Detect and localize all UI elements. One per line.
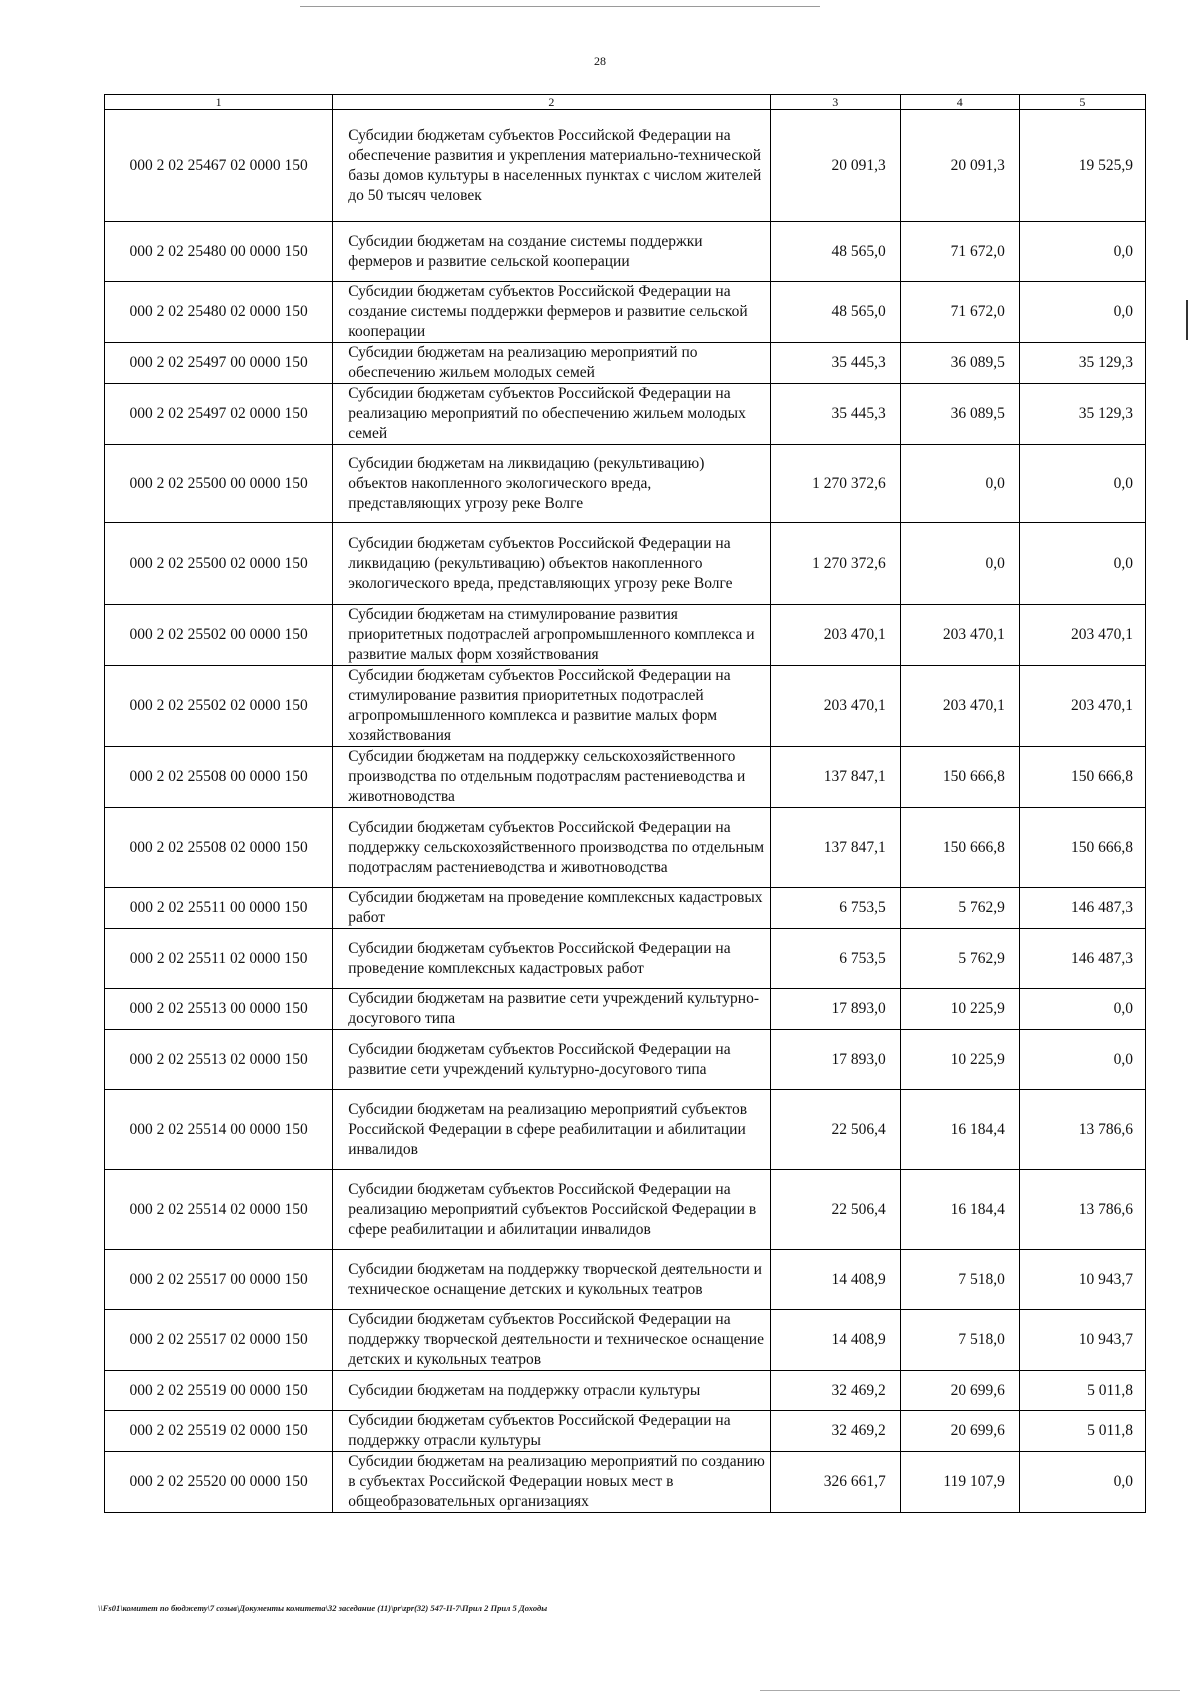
table-row bbox=[105, 1170, 1146, 1250]
table-row bbox=[105, 1090, 1146, 1170]
code-cell: 000 2 02 25511 02 0000 150 bbox=[105, 929, 333, 989]
value-col3-cell: 35 445,3 bbox=[770, 343, 900, 384]
description-cell: Субсидии бюджетам субъектов Российской Федерации на реализацию мероприятий по обеспечению жильем молодых семей bbox=[333, 384, 770, 445]
value-col3-cell: 35 445,3 bbox=[770, 384, 900, 445]
value-col5-cell: 0,0 bbox=[1019, 222, 1145, 282]
value-col4-cell: 150 666,8 bbox=[900, 808, 1019, 888]
value-col4-cell: 7 518,0 bbox=[900, 1310, 1019, 1371]
value-col4-cell: 36 089,5 bbox=[900, 384, 1019, 445]
value-col5-cell: 19 525,9 bbox=[1019, 110, 1145, 222]
revenue-table bbox=[104, 94, 1146, 1513]
table-row bbox=[105, 445, 1146, 523]
value-col5-cell: 5 011,8 bbox=[1019, 1371, 1145, 1411]
value-col4-cell: 16 184,4 bbox=[900, 1170, 1019, 1250]
table-row bbox=[105, 1030, 1146, 1090]
table-row bbox=[105, 1250, 1146, 1310]
description-cell: Субсидии бюджетам субъектов Российской Федерации на ликвидацию (рекультивацию) объектов накопленного экологического вреда, представляющих угрозу реке Волге bbox=[333, 523, 770, 605]
value-col3-cell: 22 506,4 bbox=[770, 1090, 900, 1170]
code-cell: 000 2 02 25508 00 0000 150 bbox=[105, 747, 333, 808]
value-col4-cell: 71 672,0 bbox=[900, 282, 1019, 343]
value-col3-cell: 17 893,0 bbox=[770, 989, 900, 1030]
value-col3-cell: 6 753,5 bbox=[770, 929, 900, 989]
description-cell: Субсидии бюджетам на поддержку сельскохозяйственного производства по отдельным подотраслям растениеводства и животноводства bbox=[333, 747, 770, 808]
table-row bbox=[105, 282, 1146, 343]
value-col4-cell: 20 091,3 bbox=[900, 110, 1019, 222]
page-number: 28 bbox=[594, 54, 606, 68]
description-cell: Субсидии бюджетам на развитие сети учреждений культурно-досугового типа bbox=[333, 989, 770, 1030]
table-row bbox=[105, 110, 1146, 222]
value-col3-cell: 48 565,0 bbox=[770, 222, 900, 282]
table-row bbox=[105, 384, 1146, 445]
value-col5-cell: 5 011,8 bbox=[1019, 1411, 1145, 1452]
table-row bbox=[105, 1452, 1146, 1513]
description-cell: Субсидии бюджетам субъектов Российской Федерации на стимулирование развития приоритетных подотраслей агропромышленного комплекса и развитие малых форм хозяйствования bbox=[333, 666, 770, 747]
value-col3-cell: 1 270 372,6 bbox=[770, 523, 900, 605]
column-header: 3 bbox=[770, 95, 900, 110]
value-col5-cell: 150 666,8 bbox=[1019, 747, 1145, 808]
value-col5-cell: 10 943,7 bbox=[1019, 1310, 1145, 1371]
description-cell: Субсидии бюджетам субъектов Российской Федерации на обеспечение развития и укрепления материально-технической базы домов культуры в населенных пунктах с числом жителей до 50 тысяч человек bbox=[333, 110, 770, 222]
value-col4-cell: 0,0 bbox=[900, 523, 1019, 605]
description-cell: Субсидии бюджетам субъектов Российской Федерации на поддержку отрасли культуры bbox=[333, 1411, 770, 1452]
value-col4-cell: 20 699,6 bbox=[900, 1371, 1019, 1411]
value-col4-cell: 16 184,4 bbox=[900, 1090, 1019, 1170]
value-col5-cell: 0,0 bbox=[1019, 523, 1145, 605]
value-col5-cell: 0,0 bbox=[1019, 445, 1145, 523]
code-cell: 000 2 02 25517 02 0000 150 bbox=[105, 1310, 333, 1371]
value-col4-cell: 10 225,9 bbox=[900, 1030, 1019, 1090]
table-row bbox=[105, 747, 1146, 808]
value-col3-cell: 32 469,2 bbox=[770, 1371, 900, 1411]
code-cell: 000 2 02 25467 02 0000 150 bbox=[105, 110, 333, 222]
table-row bbox=[105, 929, 1146, 989]
value-col3-cell: 203 470,1 bbox=[770, 605, 900, 666]
value-col3-cell: 22 506,4 bbox=[770, 1170, 900, 1250]
code-cell: 000 2 02 25497 02 0000 150 bbox=[105, 384, 333, 445]
code-cell: 000 2 02 25497 00 0000 150 bbox=[105, 343, 333, 384]
code-cell: 000 2 02 25500 00 0000 150 bbox=[105, 445, 333, 523]
table-body bbox=[105, 110, 1146, 1513]
value-col4-cell: 7 518,0 bbox=[900, 1250, 1019, 1310]
value-col5-cell: 35 129,3 bbox=[1019, 343, 1145, 384]
code-cell: 000 2 02 25500 02 0000 150 bbox=[105, 523, 333, 605]
column-header: 4 bbox=[900, 95, 1019, 110]
table-row bbox=[105, 989, 1146, 1030]
description-cell: Субсидии бюджетам субъектов Российской Федерации на поддержку творческой деятельности и техническое оснащение детских и кукольных театров bbox=[333, 1310, 770, 1371]
code-cell: 000 2 02 25508 02 0000 150 bbox=[105, 808, 333, 888]
table-row bbox=[105, 222, 1146, 282]
code-cell: 000 2 02 25513 02 0000 150 bbox=[105, 1030, 333, 1090]
table-row bbox=[105, 1411, 1146, 1452]
value-col3-cell: 20 091,3 bbox=[770, 110, 900, 222]
value-col3-cell: 32 469,2 bbox=[770, 1411, 900, 1452]
value-col5-cell: 0,0 bbox=[1019, 282, 1145, 343]
table-row bbox=[105, 808, 1146, 888]
value-col5-cell: 13 786,6 bbox=[1019, 1170, 1145, 1250]
table-row bbox=[105, 666, 1146, 747]
value-col5-cell: 146 487,3 bbox=[1019, 929, 1145, 989]
scan-artifact-bottom bbox=[760, 1690, 1180, 1691]
code-cell: 000 2 02 25514 02 0000 150 bbox=[105, 1170, 333, 1250]
code-cell: 000 2 02 25511 00 0000 150 bbox=[105, 888, 333, 929]
value-col5-cell: 146 487,3 bbox=[1019, 888, 1145, 929]
code-cell: 000 2 02 25517 00 0000 150 bbox=[105, 1250, 333, 1310]
description-cell: Субсидии бюджетам на ликвидацию (рекультивацию) объектов накопленного экологического вреда, представляющих угрозу реке Волге bbox=[333, 445, 770, 523]
value-col5-cell: 0,0 bbox=[1019, 1452, 1145, 1513]
value-col3-cell: 137 847,1 bbox=[770, 808, 900, 888]
value-col4-cell: 5 762,9 bbox=[900, 888, 1019, 929]
code-cell: 000 2 02 25519 02 0000 150 bbox=[105, 1411, 333, 1452]
column-header: 2 bbox=[333, 95, 770, 110]
table-row bbox=[105, 605, 1146, 666]
value-col3-cell: 17 893,0 bbox=[770, 1030, 900, 1090]
code-cell: 000 2 02 25502 02 0000 150 bbox=[105, 666, 333, 747]
value-col5-cell: 35 129,3 bbox=[1019, 384, 1145, 445]
description-cell: Субсидии бюджетам субъектов Российской Федерации на создание системы поддержки фермеров и развитие сельской кооперации bbox=[333, 282, 770, 343]
code-cell: 000 2 02 25520 00 0000 150 bbox=[105, 1452, 333, 1513]
value-col5-cell: 0,0 bbox=[1019, 989, 1145, 1030]
value-col4-cell: 5 762,9 bbox=[900, 929, 1019, 989]
description-cell: Субсидии бюджетам субъектов Российской Федерации на развитие сети учреждений культурно-досугового типа bbox=[333, 1030, 770, 1090]
value-col4-cell: 20 699,6 bbox=[900, 1411, 1019, 1452]
file-path-footer: \\Fs01\комитет по бюджету\7 созыв\Документы комитета\32 заседание (11)\pr\zpr(32) 547-II-7\Прил 2 Прил 5 Доходы bbox=[98, 1603, 548, 1613]
scan-artifact-top bbox=[300, 6, 820, 7]
description-cell: Субсидии бюджетам на создание системы поддержки фермеров и развитие сельской кооперации bbox=[333, 222, 770, 282]
description-cell: Субсидии бюджетам субъектов Российской Федерации на проведение комплексных кадастровых работ bbox=[333, 929, 770, 989]
value-col4-cell: 203 470,1 bbox=[900, 666, 1019, 747]
value-col5-cell: 13 786,6 bbox=[1019, 1090, 1145, 1170]
value-col4-cell: 71 672,0 bbox=[900, 222, 1019, 282]
code-cell: 000 2 02 25513 00 0000 150 bbox=[105, 989, 333, 1030]
code-cell: 000 2 02 25514 00 0000 150 bbox=[105, 1090, 333, 1170]
value-col3-cell: 48 565,0 bbox=[770, 282, 900, 343]
value-col3-cell: 203 470,1 bbox=[770, 666, 900, 747]
code-cell: 000 2 02 25480 00 0000 150 bbox=[105, 222, 333, 282]
description-cell: Субсидии бюджетам на поддержку творческой деятельности и техническое оснащение детских и кукольных театров bbox=[333, 1250, 770, 1310]
value-col3-cell: 14 408,9 bbox=[770, 1250, 900, 1310]
description-cell: Субсидии бюджетам на стимулирование развития приоритетных подотраслей агропромышленного комплекса и развитие малых форм хозяйствования bbox=[333, 605, 770, 666]
code-cell: 000 2 02 25480 02 0000 150 bbox=[105, 282, 333, 343]
value-col3-cell: 6 753,5 bbox=[770, 888, 900, 929]
description-cell: Субсидии бюджетам на проведение комплексных кадастровых работ bbox=[333, 888, 770, 929]
description-cell: Субсидии бюджетам на реализацию мероприятий по обеспечению жильем молодых семей bbox=[333, 343, 770, 384]
column-header: 5 bbox=[1019, 95, 1145, 110]
value-col3-cell: 14 408,9 bbox=[770, 1310, 900, 1371]
table-row bbox=[105, 343, 1146, 384]
value-col4-cell: 36 089,5 bbox=[900, 343, 1019, 384]
value-col5-cell: 203 470,1 bbox=[1019, 666, 1145, 747]
description-cell: Субсидии бюджетам субъектов Российской Федерации на поддержку сельскохозяйственного производства по отдельным подотраслям растениеводства и животноводства bbox=[333, 808, 770, 888]
value-col4-cell: 0,0 bbox=[900, 445, 1019, 523]
scan-artifact-edge bbox=[1186, 300, 1188, 340]
table-header-row bbox=[105, 95, 1146, 110]
table-row bbox=[105, 1310, 1146, 1371]
table-row bbox=[105, 888, 1146, 929]
description-cell: Субсидии бюджетам на поддержку отрасли культуры bbox=[333, 1371, 770, 1411]
value-col3-cell: 137 847,1 bbox=[770, 747, 900, 808]
table-row bbox=[105, 523, 1146, 605]
value-col3-cell: 1 270 372,6 bbox=[770, 445, 900, 523]
value-col5-cell: 203 470,1 bbox=[1019, 605, 1145, 666]
value-col4-cell: 203 470,1 bbox=[900, 605, 1019, 666]
value-col5-cell: 0,0 bbox=[1019, 1030, 1145, 1090]
table-row bbox=[105, 1371, 1146, 1411]
code-cell: 000 2 02 25519 00 0000 150 bbox=[105, 1371, 333, 1411]
description-cell: Субсидии бюджетам на реализацию мероприятий по созданию в субъектах Российской Федерации новых мест в общеобразовательных организациях bbox=[333, 1452, 770, 1513]
value-col4-cell: 10 225,9 bbox=[900, 989, 1019, 1030]
description-cell: Субсидии бюджетам субъектов Российской Федерации на реализацию мероприятий субъектов Российской Федерации в сфере реабилитации и абилитации инвалидов bbox=[333, 1170, 770, 1250]
value-col4-cell: 150 666,8 bbox=[900, 747, 1019, 808]
code-cell: 000 2 02 25502 00 0000 150 bbox=[105, 605, 333, 666]
value-col4-cell: 119 107,9 bbox=[900, 1452, 1019, 1513]
value-col5-cell: 150 666,8 bbox=[1019, 808, 1145, 888]
description-cell: Субсидии бюджетам на реализацию мероприятий субъектов Российской Федерации в сфере реабилитации и абилитации инвалидов bbox=[333, 1090, 770, 1170]
value-col3-cell: 326 661,7 bbox=[770, 1452, 900, 1513]
value-col5-cell: 10 943,7 bbox=[1019, 1250, 1145, 1310]
column-header: 1 bbox=[105, 95, 333, 110]
